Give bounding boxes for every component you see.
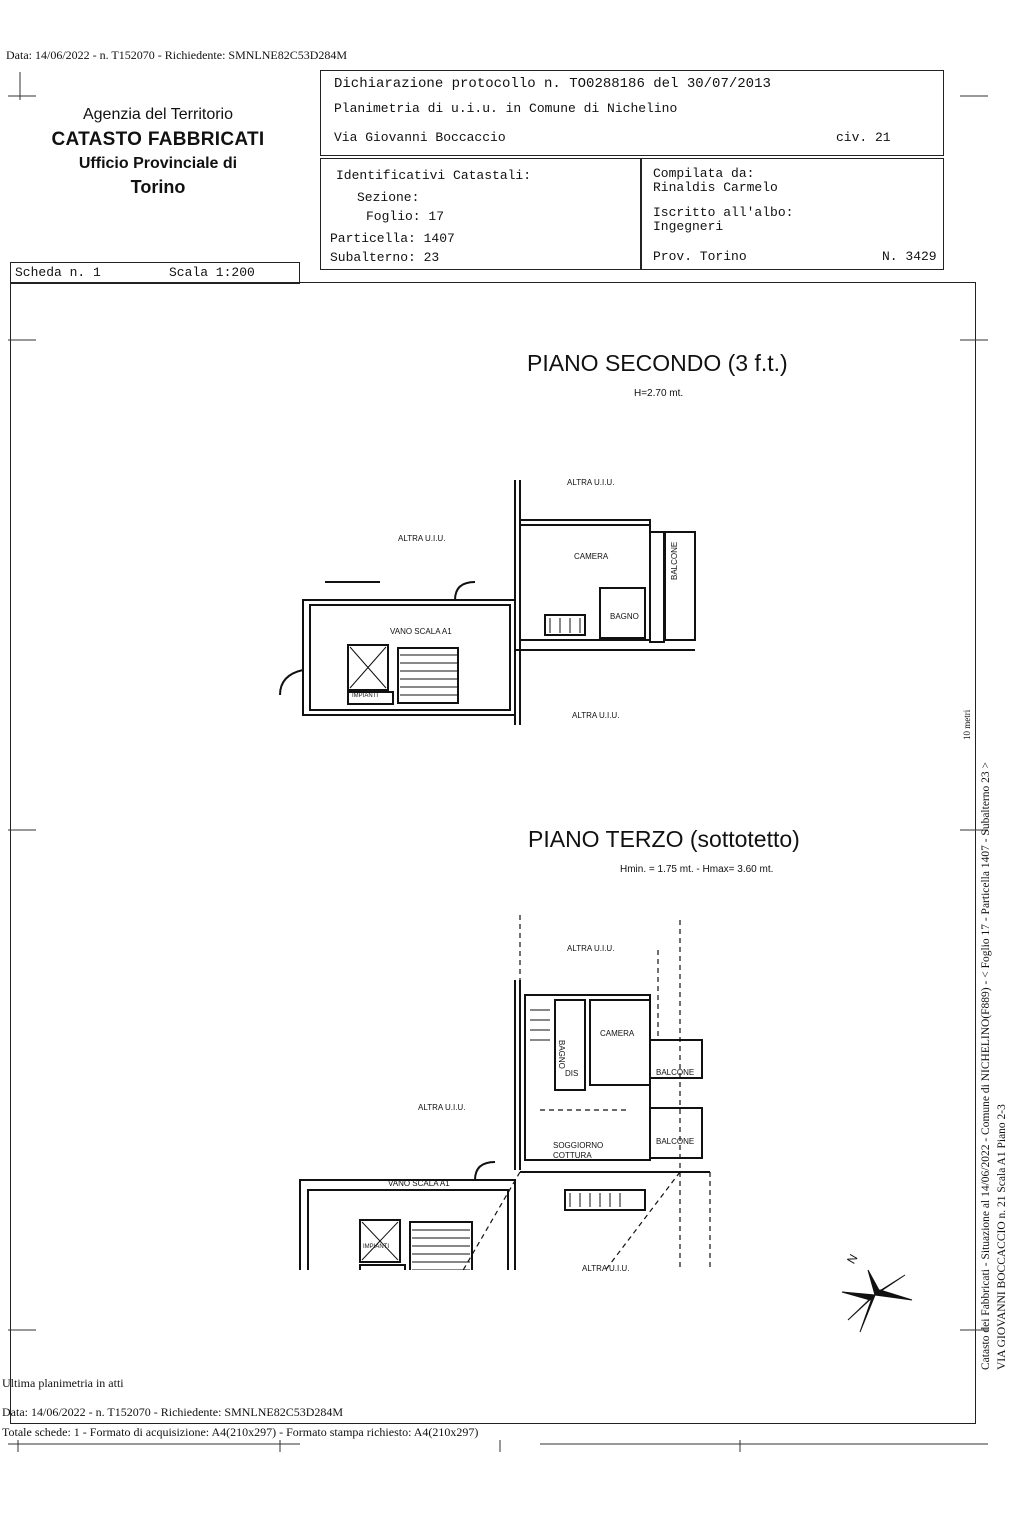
floor2-altra-left: ALTRA U.I.U. bbox=[398, 534, 446, 543]
request-line: Data: 14/06/2022 - n. T152070 - Richiedente: SMNLNE82C53D284M bbox=[6, 48, 348, 62]
planimetry-line: Planimetria di u.i.u. in Comune di Nichelino bbox=[334, 101, 678, 116]
floor2-camera: CAMERA bbox=[574, 552, 609, 561]
city-name: Torino bbox=[130, 177, 186, 197]
floor3-dis: DIS bbox=[565, 1069, 579, 1078]
floor3-altra-left: ALTRA U.I.U. bbox=[418, 1103, 466, 1112]
side-scale-mark: 10 metri bbox=[962, 709, 972, 740]
identifiers-title: Identificativi Catastali: bbox=[336, 168, 532, 183]
side-text-line2: VIA GIOVANNI BOCCACCIO n. 21 Scala A1 Piano 2-3 bbox=[996, 1104, 1008, 1370]
catasto-title: CATASTO FABBRICATI bbox=[51, 129, 265, 150]
ufficio-label: Ufficio Provinciale di bbox=[78, 155, 238, 172]
floor2-plan bbox=[270, 470, 730, 740]
floor3-altra-top: ALTRA U.I.U. bbox=[567, 944, 615, 953]
floor3-plan bbox=[270, 910, 730, 1270]
floor2-impianti: IMPIANTI bbox=[352, 693, 379, 699]
subalterno-value: Subalterno: 23 bbox=[330, 250, 440, 265]
footer-totale: Totale schede: 1 - Formato di acquisizione: A4(210x297) - Formato stampa richiesto: A4(210x297) bbox=[2, 1425, 479, 1439]
floor3-title: PIANO TERZO (sottotetto) bbox=[528, 826, 800, 852]
compass-rose bbox=[830, 1240, 920, 1340]
floor3-altra-bottom: ALTRA U.I.U. bbox=[582, 1264, 630, 1273]
agency-name: Agenzia del Territorio bbox=[82, 106, 233, 123]
floor3-height: Hmin. = 1.75 mt. - Hmax= 3.60 mt. bbox=[620, 864, 774, 875]
albo-value: Ingegneri bbox=[653, 219, 724, 234]
scale-label: Scala 1:200 bbox=[169, 265, 255, 280]
compiler-name: Rinaldis Carmelo bbox=[653, 180, 778, 195]
floor3-impianti: IMPIANTI bbox=[363, 1244, 390, 1250]
province: Prov. Torino bbox=[653, 249, 747, 264]
registration-number: N. 3429 bbox=[882, 249, 937, 264]
street-line: Via Giovanni Boccaccio bbox=[334, 130, 506, 145]
particella-value: Particella: 1407 bbox=[330, 231, 455, 246]
floor3-balcone-1: BALCONE bbox=[656, 1068, 695, 1077]
albo-label: Iscritto all'albo: bbox=[653, 205, 794, 220]
footer-ultima: Ultima planimetria in atti bbox=[2, 1376, 124, 1390]
civic-number: civ. 21 bbox=[836, 130, 891, 145]
floor2-bagno: BAGNO bbox=[610, 612, 639, 621]
scheda-label: Scheda n. 1 bbox=[15, 265, 101, 280]
floor2-altra-top: ALTRA U.I.U. bbox=[567, 478, 615, 487]
floor2-height: H=2.70 mt. bbox=[634, 388, 684, 399]
floor2-balcone: BALCONE bbox=[670, 541, 679, 580]
declaration-line: Dichiarazione protocollo n. TO0288186 del 30/07/2013 bbox=[334, 76, 771, 92]
floor3-soggiorno: SOGGIORNO bbox=[553, 1141, 604, 1150]
floor3-vano-scala: VANO SCALA A1 bbox=[388, 1179, 450, 1188]
floor3-bagno: BAGNO bbox=[557, 1040, 566, 1069]
floor2-vano-scala: VANO SCALA A1 bbox=[390, 627, 452, 636]
footer-data: Data: 14/06/2022 - n. T152070 - Richiedente: SMNLNE82C53D284M bbox=[2, 1405, 344, 1419]
sezione-label: Sezione: bbox=[357, 190, 420, 205]
compiler-label: Compilata da: bbox=[653, 166, 755, 181]
floor2-altra-bottom: ALTRA U.I.U. bbox=[572, 711, 620, 720]
floor3-camera: CAMERA bbox=[600, 1029, 635, 1038]
foglio-value: Foglio: 17 bbox=[366, 209, 445, 224]
compass-north-label: N bbox=[844, 1251, 861, 1267]
floor3-balcone-2: BALCONE bbox=[656, 1137, 695, 1146]
floor3-cottura: COTTURA bbox=[553, 1151, 592, 1160]
floor2-title: PIANO SECONDO (3 f.t.) bbox=[527, 350, 788, 376]
side-text-line1: Catasto dei Fabbricati - Situazione al 14/06/2022 - Comune di NICHELINO(F889) - < Foglio 17 - Particella 1407 - Subalterno 23 > bbox=[980, 762, 992, 1370]
